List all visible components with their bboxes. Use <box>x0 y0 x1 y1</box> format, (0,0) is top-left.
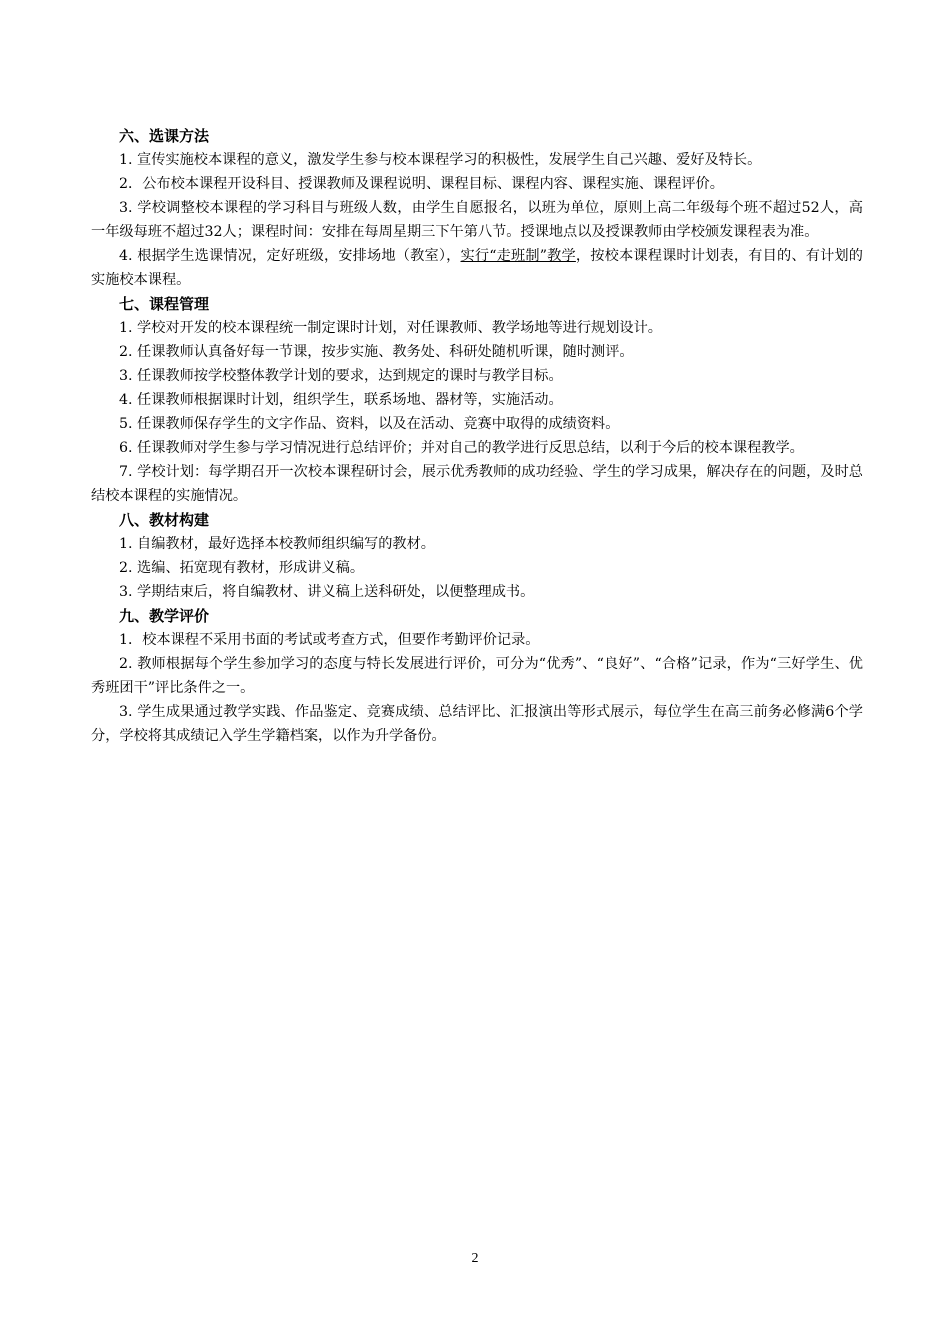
paragraph-text: ，按校本课程课时计划表，有目的、有计划的实施校本课程。 <box>91 248 863 288</box>
page-number: 2 <box>471 1251 479 1266</box>
section-textbook-construction <box>91 508 863 604</box>
paragraph: 4. 任课教师根据课时计划，组织学生，联系场地、器材等，实施活动。 <box>119 392 563 408</box>
document-page <box>91 124 863 748</box>
paragraph: 7. 学校计划：每学期召开一次校本课程研讨会，展示优秀教师的成功经验、学生的学习成果，解决存在的问题，及时总结校本课程的实施情况。 <box>91 464 863 504</box>
paragraph: 2．公布校本课程开设科目、授课教师及课程说明、课程目标、课程内容、课程实施、课程评价。 <box>119 176 724 192</box>
section-heading: 九、教学评价 <box>119 607 210 625</box>
paragraph <box>91 244 863 292</box>
paragraph: 3. 学期结束后，将自编教材、讲义稿上送科研处，以便整理成书。 <box>119 584 535 600</box>
section-course-selection <box>91 124 863 292</box>
paragraph: 2. 任课教师认真备好每一节课，按步实施、教务处、科研处随机听课，随时测评。 <box>119 344 634 360</box>
section-course-management <box>91 292 863 508</box>
paragraph: 3. 任课教师按学校整体教学计划的要求，达到规定的课时与教学目标。 <box>119 368 563 384</box>
paragraph: 2. 选编、拓宽现有教材，形成讲义稿。 <box>119 560 365 576</box>
paragraph: 3. 学校调整校本课程的学习科目与班级人数，由学生自愿报名，以班为单位，原则上高二年级每个班不超过52人，高一年级每班不超过32人；课程时间：安排在每周星期三下午第八节。授课地点以及授课教师由学校颁发课程表为准。 <box>91 200 863 240</box>
underlined-text: 实行“走班制”教学 <box>460 248 576 264</box>
paragraph: 1. 自编教材，最好选择本校教师组织编写的教材。 <box>119 536 435 552</box>
section-heading: 六、选课方法 <box>119 127 210 145</box>
paragraph: 3. 学生成果通过教学实践、作品鉴定、竞赛成绩、总结评比、汇报演出等形式展示，每位学生在高三前务必修满6个学分，学校将其成绩记入学生学籍档案，以作为升学备份。 <box>91 704 863 744</box>
section-heading: 八、教材构建 <box>119 511 210 529</box>
paragraph: 1. 学校对开发的校本课程统一制定课时计划，对任课教师、教学场地等进行规划设计。 <box>119 320 662 336</box>
section-teaching-evaluation <box>91 604 863 748</box>
paragraph: 6. 任课教师对学生参与学习情况进行总结评价；并对自己的教学进行反思总结，以利于今后的校本课程教学。 <box>119 440 804 456</box>
paragraph: 1. 宣传实施校本课程的意义，激发学生参与校本课程学习的积极性，发展学生自己兴趣、爱好及特长。 <box>119 152 762 168</box>
paragraph-text: 4. 根据学生选课情况，定好班级，安排场地（教室）， <box>119 248 461 264</box>
paragraph: 2. 教师根据每个学生参加学习的态度与特长发展进行评价，可分为“优秀”、“良好”、“合格”记录，作为“三好学生、优秀班团干”评比条件之一。 <box>91 656 863 696</box>
paragraph: 5. 任课教师保存学生的文字作品、资料，以及在活动、竞赛中取得的成绩资料。 <box>119 416 620 432</box>
paragraph: 1．校本课程不采用书面的考试或考查方式，但要作考勤评价记录。 <box>119 632 540 648</box>
section-heading: 七、课程管理 <box>119 295 210 313</box>
